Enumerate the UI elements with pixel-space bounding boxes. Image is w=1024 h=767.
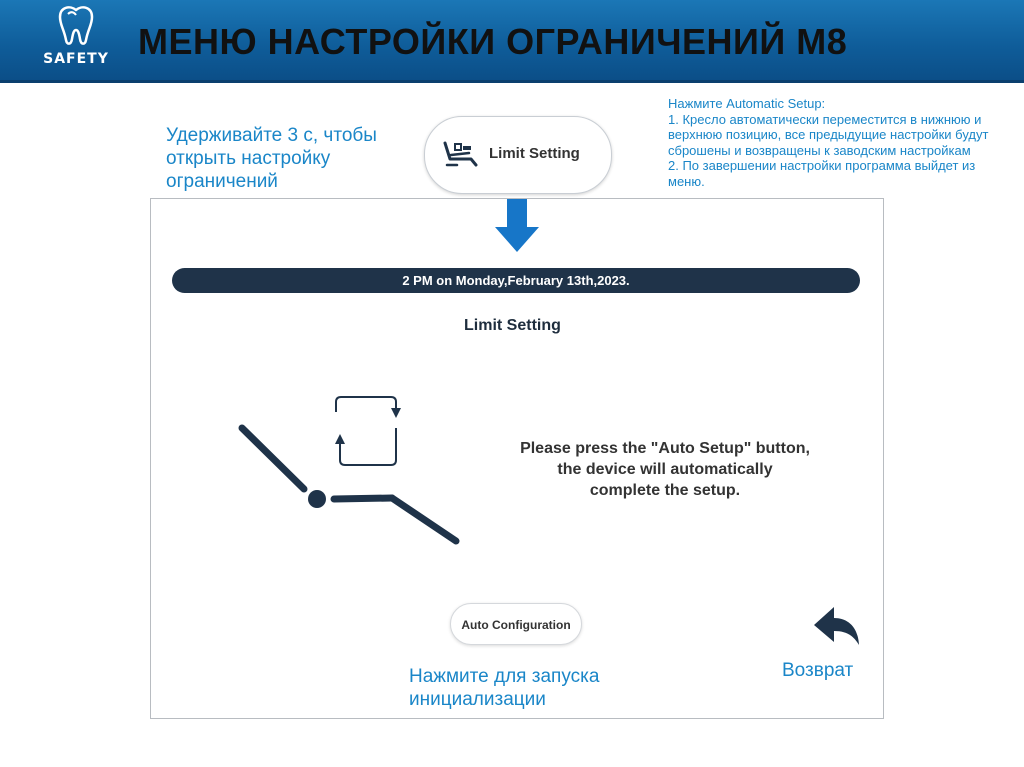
page-title: МЕНЮ НАСТРОЙКИ ОГРАНИЧЕНИЙ M8	[138, 21, 848, 62]
dental-chair-figure	[242, 428, 456, 541]
setup-message	[500, 438, 830, 501]
note-line: Нажмите Automatic Setup:	[668, 96, 826, 111]
auto-configuration-button[interactable]: Auto Configuration	[450, 603, 582, 645]
back-label: Возврат	[782, 660, 854, 681]
logo-text: SAFETY	[43, 51, 109, 67]
header-divider	[0, 80, 1024, 83]
cycle-arrows-icon	[335, 397, 401, 465]
launch-instruction: Нажмите для запуска инициализации	[409, 666, 600, 710]
hold-instruction: Удерживайте 3 с, чтобы открыть настройку ограничений	[166, 125, 377, 192]
datetime-bar: 2 PM on Monday,February 13th,2023.	[172, 268, 860, 293]
limit-setting-label: Limit Setting	[489, 145, 580, 162]
dental-chair-icon	[441, 139, 479, 174]
instruction-note	[668, 96, 1006, 189]
message-line: the device will automatically	[557, 461, 773, 478]
screen-title: Limit Setting	[464, 317, 561, 334]
note-line: 1. Кресло автоматически переместится в нижнюю и верхнюю позицию, все предыдущие настройки будут сброшены и возвращены к заводским настройкам	[668, 111, 989, 158]
down-arrow-icon	[494, 199, 540, 253]
tooth-logo-icon	[52, 2, 100, 50]
company-logo	[38, 2, 114, 80]
header-banner	[0, 0, 1024, 83]
note-line: 2. По завершении настройки программа выйдет из меню.	[668, 158, 976, 189]
limit-setting-menu-button[interactable]	[424, 116, 612, 194]
message-line: Please press the "Auto Setup" button,	[520, 440, 810, 457]
message-line: complete the setup.	[589, 482, 741, 499]
chair-cycle-illustration	[230, 388, 470, 548]
back-arrow-icon[interactable]	[812, 605, 862, 647]
